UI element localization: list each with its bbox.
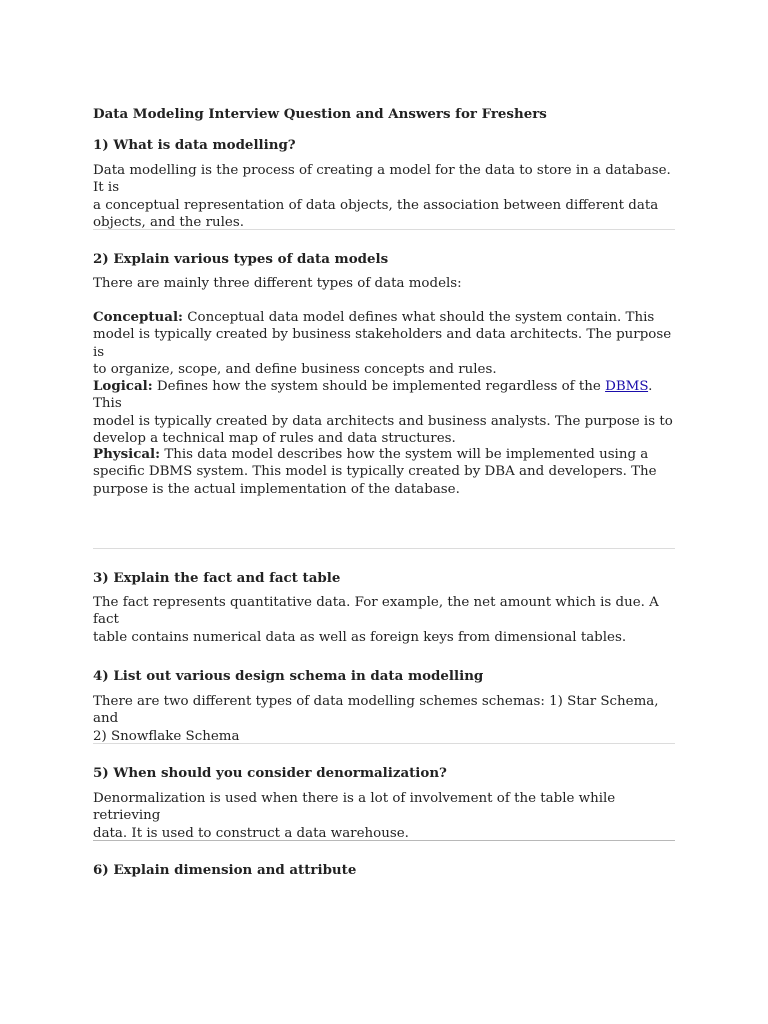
conceptual-text: Conceptual data model defines what should the system contain. This model is typically created by business stakeholders and data architects. The purpose is to organize, scope, and define business concepts and rules. (93, 310, 672, 377)
conceptual-model-paragraph (93, 309, 675, 378)
logical-model-paragraph (93, 378, 675, 447)
section-divider (93, 229, 675, 230)
conceptual-label: Conceptual: (93, 309, 183, 325)
question-2-intro: There are mainly three different types of data models: (93, 276, 462, 291)
question-1-heading: 1) What is data modelling? (93, 137, 296, 153)
physical-text: This data model describes how the system will be implemented using a specific DBMS system. This model is typically created by DBA and developers. The purpose is the actual implementation of the database. (93, 447, 657, 497)
question-4-answer: There are two different types of data modelling schemes schemas: 1) Star Schema, and 2) Snowflake Schema (93, 694, 659, 744)
question-3-heading: 3) Explain the fact and fact table (93, 570, 341, 586)
section-divider (93, 840, 675, 841)
physical-model-paragraph (93, 446, 675, 498)
logical-label: Logical: (93, 378, 153, 394)
question-2-heading: 2) Explain various types of data models (93, 251, 389, 267)
dbms-link[interactable]: DBMS (605, 379, 649, 394)
document-title: Data Modeling Interview Question and Answers for Freshers (93, 106, 547, 122)
question-6-heading: 6) Explain dimension and attribute (93, 862, 357, 878)
question-1-answer: Data modelling is the process of creating a model for the data to store in a database. It is a conceptual representation of data objects, the association between different data objects, and the rules. (93, 163, 671, 230)
section-divider (93, 548, 675, 549)
question-5-answer: Denormalization is used when there is a lot of involvement of the table while retrieving data. It is used to construct a data warehouse. (93, 791, 616, 841)
section-divider (93, 743, 675, 744)
question-5-heading: 5) When should you consider denormalization? (93, 765, 447, 781)
logical-text-before: Defines how the system should be implemented regardless of the (152, 379, 606, 394)
physical-label: Physical: (93, 446, 161, 462)
question-3-answer: The fact represents quantitative data. For example, the net amount which is due. A fact table contains numerical data as well as foreign keys from dimensional tables. (93, 595, 659, 645)
logical-text-after: . This model is typically created by data architects and business analysts. The purpose is to develop a technical map of rules and data structures. (93, 379, 673, 446)
question-4-heading: 4) List out various design schema in data modelling (93, 668, 484, 684)
